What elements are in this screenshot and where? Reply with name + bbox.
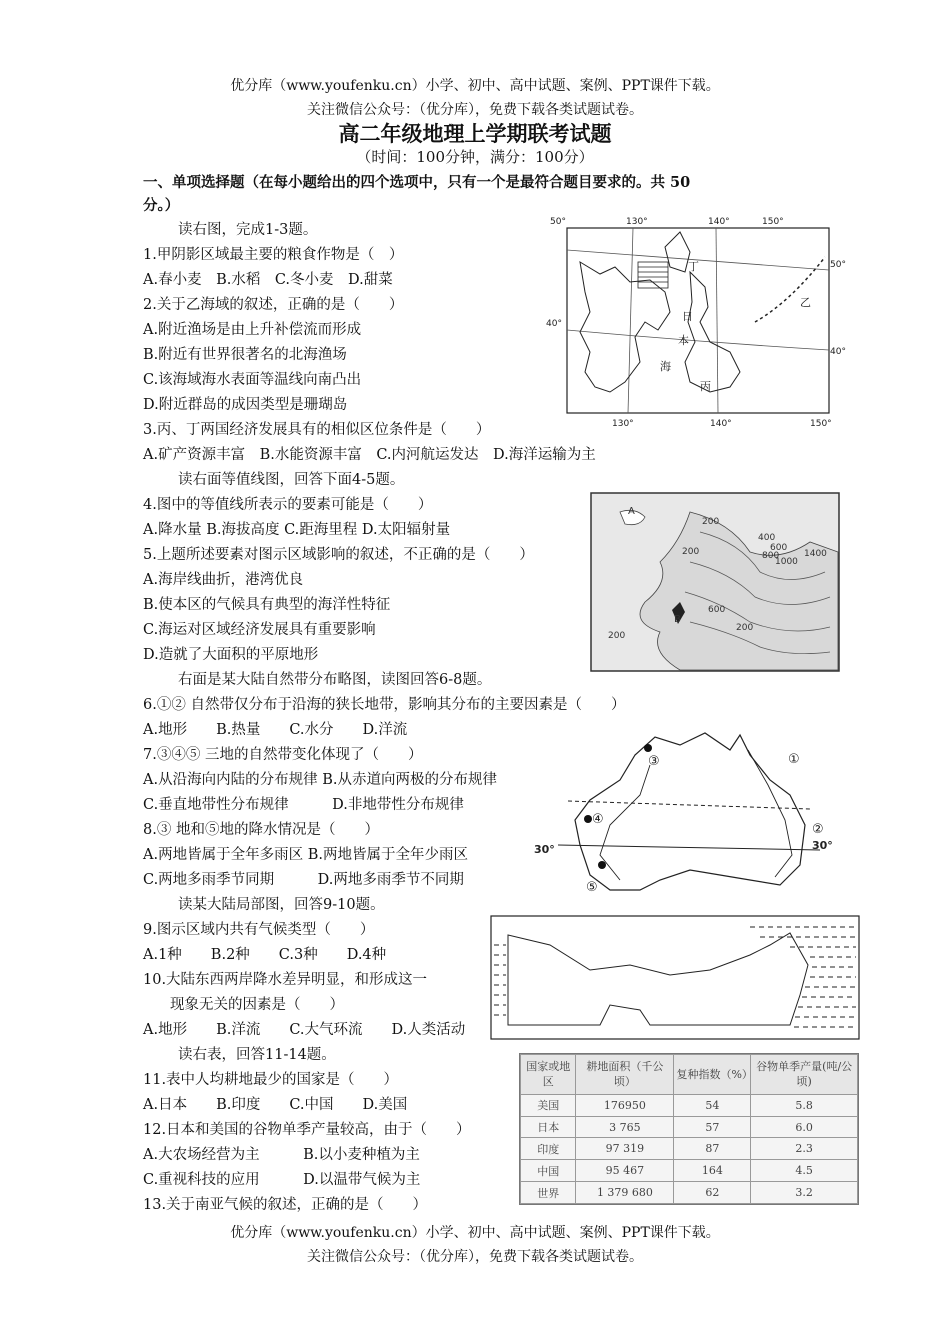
zone-marker-2: ② bbox=[812, 822, 824, 837]
option-line: C.该海域海水表面等温线向南凸出 bbox=[143, 372, 362, 388]
continent-partial-map bbox=[490, 915, 860, 1040]
table-cell: 2.3 bbox=[751, 1138, 858, 1160]
option-line: A.矿产资源丰富 B.水能资源丰富 C.内河航运发达 D.海洋运输为主 bbox=[143, 447, 596, 463]
map2-contour-label: 200 bbox=[682, 547, 700, 557]
option-line: C.两地多雨季节同期 D.两地多雨季节不同期 bbox=[143, 872, 464, 888]
table-header: 谷物单季产量(吨/公顷) bbox=[751, 1055, 858, 1095]
zone-marker-1: ① bbox=[788, 752, 800, 767]
question: 9.图示区域内共有气候类型（ ） bbox=[143, 922, 375, 938]
header-line-1: 优分库（www.youfenku.cn）小学、初中、高中试题、案例、PPT课件下载。 bbox=[230, 78, 720, 94]
table-header: 国家或地区 bbox=[521, 1055, 576, 1095]
question: 13.关于南亚气候的叙述，正确的是（ ） bbox=[143, 1197, 428, 1213]
instruction: 读某大陆局部图，回答9-10题。 bbox=[178, 897, 385, 913]
zone-marker-3: ③ bbox=[648, 754, 660, 769]
map2-contour-label: 400 bbox=[758, 533, 776, 543]
map2-letter: A bbox=[628, 506, 635, 517]
table-row bbox=[521, 1160, 858, 1182]
table-cell: 6.0 bbox=[751, 1116, 858, 1138]
map1-region-label: 丁 bbox=[688, 260, 699, 273]
map2-contour-label: 800 bbox=[762, 551, 780, 561]
map3-lat-label: 30° bbox=[534, 843, 555, 856]
option-line: A.春小麦 B.水稻 C.冬小麦 D.甜菜 bbox=[143, 272, 393, 288]
question: 4.图中的等值线所表示的要素可能是（ ） bbox=[143, 497, 433, 513]
table-cell: 54 bbox=[674, 1094, 751, 1116]
table-cell: 日本 bbox=[521, 1116, 576, 1138]
question-cont: 现象无关的因素是（ ） bbox=[170, 997, 344, 1013]
table-cell: 95 467 bbox=[576, 1160, 674, 1182]
option-line: C.重视科技的应用 D.以温带气候为主 bbox=[143, 1172, 421, 1188]
exam-subtitle: （时间：100分钟，满分：100分） bbox=[356, 148, 594, 166]
table-cell: 57 bbox=[674, 1116, 751, 1138]
table-cell: 3 765 bbox=[576, 1116, 674, 1138]
map1-lat-label: 40° bbox=[546, 319, 562, 329]
question: 10.大陆东西两岸降水差异明显，和形成这一 bbox=[143, 972, 428, 988]
option-line: A.从沿海向内陆的分布规律 B.从赤道向两极的分布规律 bbox=[143, 772, 497, 788]
map1-lon-label: 130° bbox=[612, 419, 634, 429]
table-row bbox=[521, 1116, 858, 1138]
question: 11.表中人均耕地最少的国家是（ ） bbox=[143, 1072, 399, 1088]
instruction: 读右面等值线图，回答下面4-5题。 bbox=[178, 472, 405, 488]
question: 5.上题所述要素对图示区域影响的叙述，不正确的是（ ） bbox=[143, 547, 534, 563]
option-line: C.垂直地带性分布规律 D.非地带性分布规律 bbox=[143, 797, 464, 813]
table-cell: 87 bbox=[674, 1138, 751, 1160]
instruction: 读右图，完成1-3题。 bbox=[178, 222, 318, 238]
instruction: 读右表，回答11-14题。 bbox=[178, 1047, 336, 1063]
map2-contour-label: 200 bbox=[608, 631, 626, 641]
option-line: B.使本区的气候具有典型的海洋性特征 bbox=[143, 597, 391, 613]
question: 7.③④⑤ 三地的自然带变化体现了（ ） bbox=[143, 747, 423, 763]
option-line: A.降水量 B.海拔高度 C.距海里程 D.太阳辐射量 bbox=[143, 522, 451, 538]
question: 6.①② 自然带仅分布于沿海的狭长地带，影响其分布的主要因素是（ ） bbox=[143, 697, 626, 713]
question: 2.关于乙海域的叙述，正确的是（ ） bbox=[143, 297, 404, 313]
map2-contour-label: 600 bbox=[708, 605, 726, 615]
section-heading: 一、单项选择题（在每小题给出的四个选项中，只有一个是最符合题目要求的。共 50 bbox=[143, 174, 691, 191]
map1-lat-label: 50° bbox=[830, 260, 846, 270]
map3-lat-label: 30° bbox=[812, 839, 833, 852]
map2-contour-label: 1400 bbox=[804, 549, 827, 559]
footer-line-1: 优分库（www.youfenku.cn）小学、初中、高中试题、案例、PPT课件下载。 bbox=[230, 1225, 720, 1241]
table-cell: 印度 bbox=[521, 1138, 576, 1160]
option-line: A.1种 B.2种 C.3种 D.4种 bbox=[143, 947, 387, 963]
table-cell: 176950 bbox=[576, 1094, 674, 1116]
map1-region-label: 海 bbox=[660, 360, 671, 373]
map1-region-label: 乙 bbox=[800, 296, 811, 309]
section-heading-cont: 分。） bbox=[143, 197, 180, 214]
map2-contour-label: 1000 bbox=[775, 557, 798, 567]
exam-title: 高二年级地理上学期联考试题 bbox=[338, 121, 612, 146]
table-cell: 164 bbox=[674, 1160, 751, 1182]
option-line: A.海岸线曲折，港湾优良 bbox=[143, 572, 304, 588]
option-line: B.附近有世界很著名的北海渔场 bbox=[143, 347, 347, 363]
map1-lon-label: 130° bbox=[626, 217, 648, 227]
option-line: D.附近群岛的成因类型是珊瑚岛 bbox=[143, 397, 348, 413]
table-row bbox=[521, 1138, 858, 1160]
australia-zones-map bbox=[530, 725, 840, 900]
zone-marker-4: ④ bbox=[592, 812, 604, 827]
map2-contour-label: 200 bbox=[702, 517, 720, 527]
map1-region-label: 日 bbox=[682, 310, 693, 323]
map1-lon-label: 140° bbox=[708, 217, 730, 227]
europe-contour-map bbox=[590, 492, 840, 672]
question: 1.甲阴影区域最主要的粮食作物是（ ） bbox=[143, 247, 404, 263]
zone-marker-5: ⑤ bbox=[586, 880, 598, 895]
table-cell: 世界 bbox=[521, 1182, 576, 1204]
table-header: 复种指数（%） bbox=[674, 1055, 751, 1095]
option-line: A.地形 B.洋流 C.大气环流 D.人类活动 bbox=[143, 1022, 466, 1038]
map1-lat-label: 50° bbox=[550, 217, 566, 227]
table-cell: 4.5 bbox=[751, 1160, 858, 1182]
option-line: D.造就了大面积的平原地形 bbox=[143, 647, 319, 663]
map1-lon-label: 140° bbox=[710, 419, 732, 429]
map1-region-label: 丙 bbox=[700, 380, 711, 393]
map1-lat-label: 40° bbox=[830, 347, 846, 357]
question: 12.日本和美国的谷物单季产量较高，由于（ ） bbox=[143, 1122, 471, 1138]
table-cell: 1 379 680 bbox=[576, 1182, 674, 1204]
table-row bbox=[521, 1182, 858, 1204]
question: 3.丙、丁两国经济发展具有的相似区位条件是（ ） bbox=[143, 422, 491, 438]
table-cell: 3.2 bbox=[751, 1182, 858, 1204]
map2-letter: B bbox=[674, 614, 681, 625]
option-line: A.附近渔场是由上升补偿流而形成 bbox=[143, 322, 362, 338]
map2-contour-label: 200 bbox=[736, 623, 754, 633]
option-line: C.海运对区域经济发展具有重要影响 bbox=[143, 622, 376, 638]
option-line: A.两地皆属于全年多雨区 B.两地皆属于全年少雨区 bbox=[143, 847, 468, 863]
option-line: A.地形 B.热量 C.水分 D.洋流 bbox=[143, 722, 408, 738]
map1-region-label: 本 bbox=[678, 334, 689, 347]
table-row bbox=[521, 1094, 858, 1116]
header-line-2: 关注微信公众号：（优分库），免费下载各类试题试卷。 bbox=[307, 102, 643, 118]
question: 8.③ 地和⑤地的降水情况是（ ） bbox=[143, 822, 379, 838]
option-line: A.大农场经营为主 B.以小麦种植为主 bbox=[143, 1147, 420, 1163]
option-line: A.日本 B.印度 C.中国 D.美国 bbox=[143, 1097, 408, 1113]
table-cell: 62 bbox=[674, 1182, 751, 1204]
instruction: 右面是某大陆自然带分布略图，读图回答6-8题。 bbox=[178, 672, 492, 688]
map1-lon-label: 150° bbox=[762, 217, 784, 227]
table-cell: 中国 bbox=[521, 1160, 576, 1182]
footer-line-2: 关注微信公众号：（优分库），免费下载各类试题试卷。 bbox=[307, 1249, 643, 1265]
table-cell: 5.8 bbox=[751, 1094, 858, 1116]
table-header: 耕地面积（千公顷） bbox=[576, 1055, 674, 1095]
table-cell: 美国 bbox=[521, 1094, 576, 1116]
table-cell: 97 319 bbox=[576, 1138, 674, 1160]
east-asia-map bbox=[540, 212, 846, 434]
map2-contour-label: 600 bbox=[770, 543, 788, 553]
map1-lon-label: 150° bbox=[810, 419, 832, 429]
farmland-table bbox=[519, 1053, 859, 1205]
